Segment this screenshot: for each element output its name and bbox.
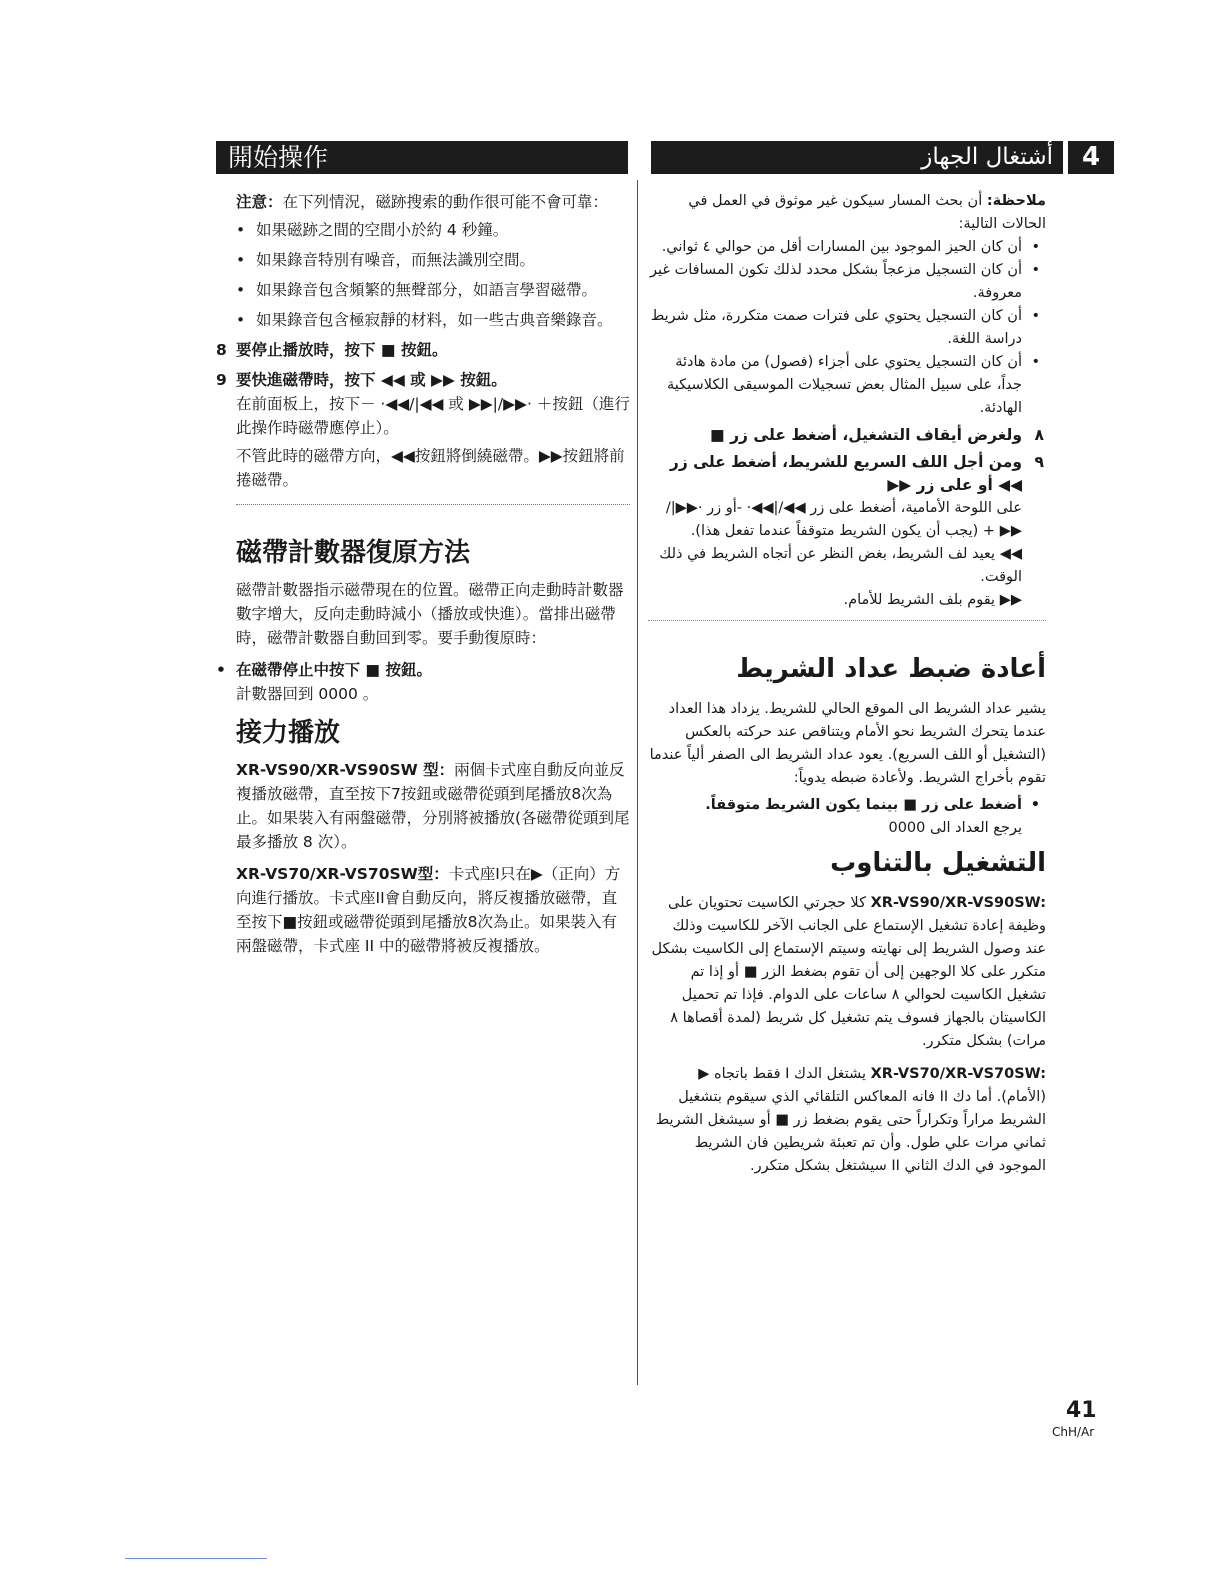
- counter-reset-heading: أعادة ضبط عداد الشريط: [736, 654, 1046, 684]
- step-number: ٨: [1034, 426, 1044, 444]
- model-label: XR-VS70/XR-VS70SW:: [870, 1066, 1046, 1082]
- step-9-detail: ◀◀ يعيد لف الشريط، بغض النظر عن أتجاه الشريط في ذلك الوقت.: [659, 546, 1022, 585]
- model-paragraph: [648, 892, 1046, 1053]
- model-text: 兩個卡式座自動反向並反複播放磁帶，直至按下7按鈕或磁帶從頭到尾播放8次為止。如果裝入有兩盤磁帶，分別將被播放(各磁帶從頭到尾最多播放 8 次）。: [236, 761, 630, 851]
- right-section-title: أشتغال الجهاز: [921, 144, 1053, 170]
- relay-play-heading: التشغيل بالتناوب: [830, 848, 1046, 878]
- section-number-badge: 4: [1068, 141, 1114, 174]
- section-separator: [648, 620, 1046, 622]
- relay-play-heading: 接力播放: [236, 718, 341, 748]
- step-text: ومن أجل اللف السريع للشريط، أضغط على زر ◀◀ أو على زر ▶▶: [669, 453, 1022, 494]
- model-text: يشتغل الدك I فقط باتجاه ▶ (الأمام). أما دك II فانه المعاكس التلقائي الذي سيقوم بتشغيل الشريط مراراً وتكراراً حتى يقوم بضغط زر ■ أو سيشغل الشريط ثماني مرات علي طول. وأن تم تعبئة شريطين فان الشريط الموجود في الدك الثاني II سيشتغل بشكل متكرر.: [655, 1066, 1046, 1174]
- model-text: 卡式座I只在▶（正向）方向進行播放。卡式座II會自動反向，將反複播放磁帶，直至按下■按鈕或磁帶從頭到尾播放8次為止。如果裝入有兩盤磁帶，卡式座 II 中的磁帶將被反複播放。: [236, 865, 621, 955]
- right-section-header: [651, 141, 1063, 174]
- note-label: ملاحظة:: [986, 193, 1046, 209]
- page-language-code: ChH/Ar: [1052, 1425, 1095, 1439]
- note-paragraph: [216, 190, 630, 214]
- note-bullet: • أن كان التسجيل يحتوي على أجزاء (فصول) من مادة هادئة جداً، على سبيل المثال بعض تسجيلات الموسيقى الكلاسيكية الهادئة.: [648, 351, 1046, 420]
- column-divider: [637, 180, 638, 1385]
- arabic-column: [648, 190, 1046, 1178]
- counter-reset-bullet: • 在磁帶停止中按下 ■ 按鈕。: [216, 658, 630, 682]
- note-bullet: • أن كان التسجيل يحتوي على فترات صمت متكررة، مثل شريط دراسة اللغة.: [648, 305, 1046, 351]
- chinese-column: [216, 190, 630, 958]
- counter-reset-result: 計數器回到 0000 。: [236, 685, 379, 703]
- step-9-detail: على اللوحة الأمامية، أضغط على زر ◀◀/|◀◀· -أو زر ·▶▶|/▶▶ + (يجب أن يكون الشريط متوقفاً عندما تفعل هذا).: [665, 500, 1022, 539]
- footer-rule: [125, 1558, 267, 1559]
- note-label: 注意：: [236, 193, 283, 211]
- model-label: XR-VS90/XR-VS90SW:: [870, 895, 1046, 911]
- counter-reset-text: يشير عداد الشريط الى الموقع الحالي للشريط. يزداد هذا العداد عندما يتحرك الشريط نحو الأمام ويتناقص عند حركته بالعكس (التشغيل أو اللف السريع). يعود عداد الشريط الى الصفر ألياً عندما تقوم بأخراج الشريط. ولأعادة ضبطه يدوياً:: [649, 701, 1046, 786]
- model-paragraph: [216, 758, 630, 854]
- note-bullet: • أن كان الحيز الموجود بين المسارات أقل من حوالي ٤ ثواني.: [648, 236, 1046, 259]
- note-text: أن بحث المسار سيكون غير موثوق في العمل في الحالات التالية:: [688, 193, 1046, 232]
- counter-reset-result: يرجع العداد الى 0000: [888, 820, 1022, 836]
- counter-reset-bullet: • أضغط على زر ■ بينما يكون الشريط متوقفاً.: [648, 794, 1046, 817]
- note-bullet: • 如果錄音包含頻繁的無聲部分，如語言學習磁帶。: [216, 278, 630, 302]
- note-paragraph: [648, 190, 1046, 236]
- left-section-header: [216, 141, 628, 174]
- step-text: ولغرض أيقاف التشغيل، أضغط على زر ■: [710, 426, 1022, 444]
- model-paragraph: [216, 862, 630, 958]
- left-section-title: 開始操作: [228, 143, 329, 172]
- step-9-detail: ▶▶ يقوم بلف الشريط للأمام.: [843, 592, 1022, 608]
- page-number: 41: [1066, 1398, 1097, 1423]
- note-bullet: • 如果錄音包含極寂靜的材料，如一些古典音樂錄音。: [216, 308, 630, 332]
- step-number: 8: [216, 341, 227, 359]
- step-number: ٩: [1034, 453, 1044, 471]
- model-text: كلا حجرتي الكاسيت تحتويان على وظيفة إعادة تشغيل الإستماع على الجانب الآخر للكاسيت وذلك عند وصول الشريط إلى نهايته وسيتم الإستماع إلى الكاسيت بشكل متكرر على كلا الوجهين إلى أن تقوم بضغط الزر ■ أو إذا تم تشغيل الكاسيت لحوالي ٨ ساعات على الدوام. فإذا تم تحميل الكاسيتان بالجهاز فسوف يتم تشغيل كل شريط (لمدة أقصاها ٨ مرات) بشكل متكرر.: [651, 895, 1046, 1049]
- note-text: 在下列情況，磁跡搜索的動作很可能不會可靠：: [282, 193, 609, 211]
- step-8: [648, 424, 1046, 447]
- step-text: 要快進磁帶時，按下 ◀◀ 或 ▶▶ 按鈕。: [236, 371, 507, 389]
- counter-reset-text: 磁帶計數器指示磁帶現在的位置。磁帶正向走動時計數器數字增大，反向走動時減小（播放或快進）。當排出磁帶時，磁帶計數器自動回到零。要手動復原時：: [236, 581, 624, 647]
- model-label: XR-VS90/XR-VS90SW 型：: [236, 761, 455, 779]
- note-bullet: • أن كان التسجيل مزعجاً بشكل محدد لذلك تكون المسافات غير معروفة.: [648, 259, 1046, 305]
- counter-reset-heading: 磁帶計數器復原方法: [236, 538, 471, 568]
- step-9: [216, 368, 630, 392]
- step-9-detail: 不管此時的磁帶方向，◀◀按鈕將倒繞磁帶。▶▶按鈕將前捲磁帶。: [236, 447, 625, 489]
- step-9: [648, 451, 1046, 497]
- section-separator: [236, 504, 630, 506]
- step-text: 要停止播放時，按下 ■ 按鈕。: [236, 341, 448, 359]
- step-number: 9: [216, 371, 227, 389]
- step-8: [216, 338, 630, 362]
- model-paragraph: [648, 1063, 1046, 1178]
- model-label: XR-VS70/XR-VS70SW型：: [236, 865, 449, 883]
- note-bullet: • 如果錄音特別有噪音，而無法識別空間。: [216, 248, 630, 272]
- step-9-detail: 在前面板上，按下－ ·◀◀/|◀◀ 或 ▶▶|/▶▶· ＋按鈕（進行此操作時磁帶應停止）。: [236, 395, 630, 437]
- note-bullet: • 如果磁跡之間的空間小於約 4 秒鐘。: [216, 218, 630, 242]
